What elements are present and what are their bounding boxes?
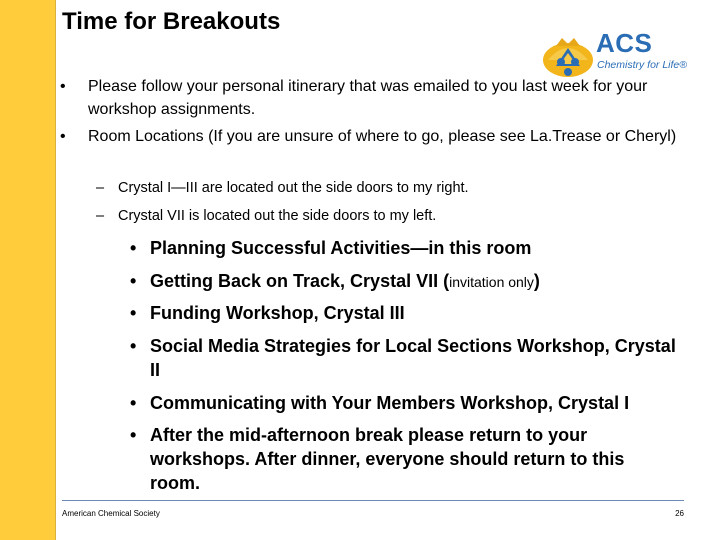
slide-title: Time for Breakouts [62,8,281,35]
bullet-dot: • [130,238,137,258]
logo-wordmark: ACS [596,28,653,58]
footer-divider [62,500,684,501]
dash-marker: – [96,180,105,196]
sidebar-divider [55,0,56,540]
bullet-dot: • [130,303,137,323]
session-text: After the mid-afternoon break please return to your workshops. After dinner, everyone should return to this room. [150,425,625,493]
sub-bullet-right [96,179,469,197]
session-item [130,334,690,382]
session-item [130,423,670,495]
session-note: invitation only [449,274,534,290]
acs-logo [542,28,692,80]
session-item [130,236,690,260]
logo-tagline: Chemistry for Life® [597,59,688,71]
session-text: Communicating with Your Members Workshop, Crystal I [150,393,630,413]
bullet-dot: • [130,425,137,445]
session-item [130,301,690,325]
sub-bullet-left [96,207,436,225]
session-text: Planning Successful Activities—in this room [150,238,532,258]
bullet-dot: • [60,128,66,145]
session-item [130,391,690,415]
sidebar-stripe [0,0,55,540]
page-number: 26 [675,509,684,518]
sub-bullet-text: Crystal I—III are located out the side doors to my right. [118,180,469,196]
footer-organization: American Chemical Society [62,509,160,518]
bullet-dot: • [130,336,137,356]
bullet-dot: • [60,78,66,95]
bullet-text: Room Locations (If you are unsure of where to go, please see La.Trease or Cheryl) [88,128,677,145]
bullet-dot: • [130,393,137,413]
acs-emblem-icon [542,30,594,80]
bullet-dot: • [130,271,137,291]
bullet-text: Please follow your personal itinerary that was emailed to you last week for your workshop assignments. [88,78,648,118]
session-text: Getting Back on Track, Crystal VII (invitation only) [150,271,540,291]
session-text: Social Media Strategies for Local Sections Workshop, Crystal II [150,336,676,380]
session-item [130,269,690,294]
session-text: Funding Workshop, Crystal III [150,303,405,323]
dash-marker: – [96,208,105,224]
sub-bullet-text: Crystal VII is located out the side doors to my left. [118,208,437,224]
